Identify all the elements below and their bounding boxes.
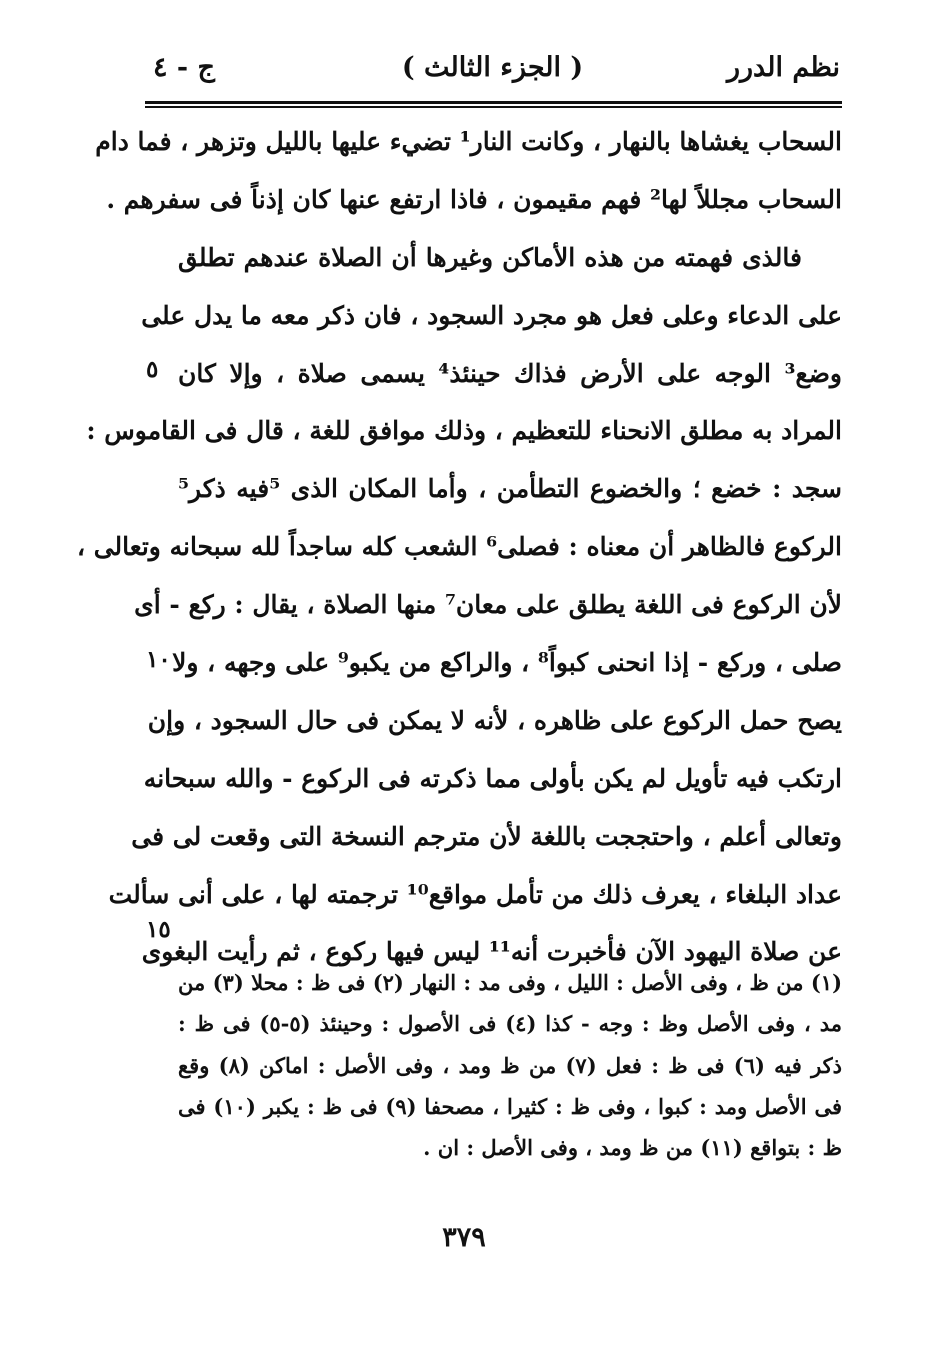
text-line-12: ارتكب فيه تأويل لم يكن بأولى مما ذكرته فى الركوع - والله سبحانه: [143, 763, 842, 793]
text-line-3: فالذى فهمته من هذه الأماكن وغيرها أن الصلاة عندهم تطلق: [178, 242, 802, 272]
line-number-5: ٥: [146, 356, 159, 383]
line-number-10: ١٠: [146, 646, 171, 673]
text-line-1: السحاب يغشاها بالنهار ، وكانت النار¹ تضيء عليها بالليل وتزهر ، فما دام: [95, 127, 842, 156]
page-number: ٣٧٩: [442, 1222, 486, 1253]
text-line-2: السحاب مجللاً لها² فهم مقيمون ، فاذا ارتفع عنها كان إذناً فى سفرهم .: [106, 184, 842, 214]
text-line-6: المراد به مطلق الانحناء للتعظيم ، وذلك موافق للغة ، قال فى القاموس :: [86, 416, 842, 446]
header-rule-thin: [145, 106, 842, 108]
text-line-7: سجد : خضع ؛ والخضوع التطأمن ، وأما المكان الذى ⁵فيه ذكر⁵: [178, 474, 842, 504]
text-line-10: صلى ، وركع - إذا انحنى كبواً⁸ ، والراكع من يكبو⁹ على وجهه ، ولا: [172, 648, 842, 678]
text-line-8: الركوع فالظاهر أن معناه : فصلى⁶ الشعب كله ساجداً لله سبحانه وتعالى ،: [76, 532, 842, 562]
volume-label: ج - ٤: [153, 52, 215, 83]
footnote-line-4: فى الأصل ومد : كبوا ، وفى ظ : كثيرا ، مصحفا (٩) فى ظ : يكبر (١٠) فى: [178, 1093, 842, 1119]
header-rule-thick: [145, 101, 842, 104]
footnotes: [178, 962, 842, 1168]
text-line-5: وضع³ الوجه على الأرض فذاك حينئذ⁴ يسمى صلاة ، وإلا كان: [178, 358, 842, 388]
part-label: ( الجزء الثالث ): [401, 52, 584, 83]
text-line-14: عداد البلغاء ، يعرف ذلك من تأمل مواقع¹⁰ ترجمته لها ، على أنى سألت: [108, 879, 842, 909]
text-line-9: لأن الركوع فى اللغة يطلق على معان⁷ منها الصلاة ، يقال : ركع - أى: [134, 590, 842, 620]
text-line-11: يصح حمل الركوع على ظاهره ، لأنه لا يمكن فى حال السجود ، وإن: [147, 705, 842, 735]
book-title: نظم الدرر: [726, 52, 840, 83]
text-line-15: عن صلاة اليهود الآن فأخبرت أنه¹¹ ليس فيها ركوع ، ثم رأيت البغوى: [141, 937, 842, 967]
text-line-4: على الدعاء وعلى فعل هو مجرد السجود ، فان ذكر معه ما يدل على: [141, 300, 842, 330]
line-number-15: ١٥: [146, 916, 171, 943]
text-line-13: وتعالى أعلم ، واحتججت باللغة لأن مترجم النسخة التى وقعت لى فى: [131, 821, 842, 851]
running-header: [145, 48, 840, 98]
footnote-line-2: مد ، وفى الأصل وظ : وجه - كذا (٤) فى الأصول : وحينئذ (٥-٥) فى ظ :: [178, 1011, 842, 1037]
footnote-line-5: ظ : بتواقع (١١) من ظ ومد ، وفى الأصل : ان .: [423, 1135, 842, 1161]
footnote-line-3: ذكر فيه (٦) فى ظ : فعل (٧) من ظ ومد ، وفى الأصل : اماكن (٨) وقع: [178, 1052, 843, 1078]
footnote-line-1: (١) من ظ ، وفى الأصل : الليل ، وفى مد : النهار (٢) فى ظ : محلا (٣) من: [178, 970, 843, 995]
